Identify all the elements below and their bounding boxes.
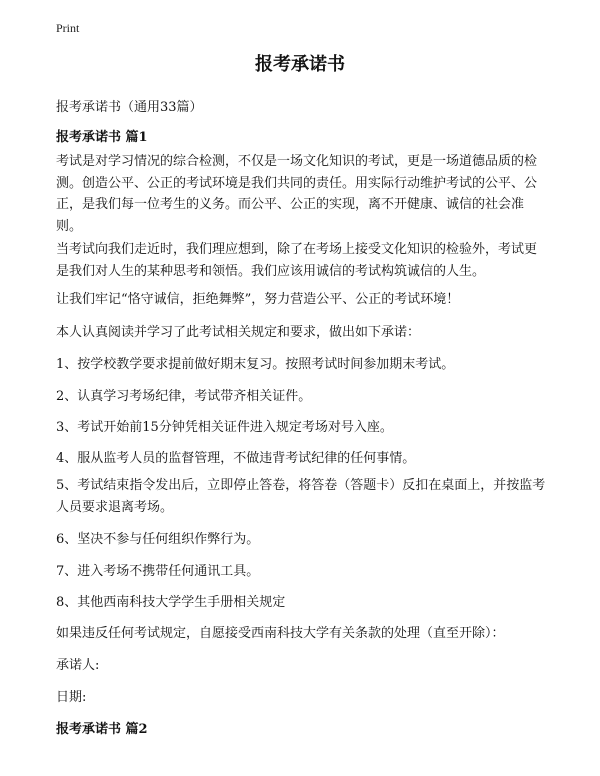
section-heading-2: 报考承诺书 篇2 bbox=[56, 722, 148, 737]
date-label: 日期: bbox=[56, 690, 87, 705]
paragraph-pledge-intro: 本人认真阅读并学习了此考试相关规定和要求，做出如下承诺： bbox=[56, 325, 421, 340]
pledge-item-6: 6、坚决不参与任何组织作弊行为。 bbox=[56, 532, 260, 547]
signer-label: 承诺人: bbox=[56, 658, 100, 673]
pledge-item-1: 1、按学校教学要求提前做好期末复习。按照考试时间参加期末考试。 bbox=[56, 357, 455, 372]
pledge-item-4: 4、服从监考人员的监督管理，不做违背考试纪律的任何事情。 bbox=[56, 451, 416, 466]
paragraph-consequence: 如果违反任何考试规定，自愿接受西南科技大学有关条款的处理（直至开除）： bbox=[56, 626, 505, 641]
pledge-item-7: 7、进入考场不携带任何通讯工具。 bbox=[56, 564, 260, 579]
print-link[interactable]: Print bbox=[56, 21, 80, 35]
pledge-item-3: 3、考试开始前15分钟凭相关证件进入规定考场对号入座。 bbox=[56, 420, 393, 435]
document-subtitle: 报考承诺书（通用33篇） bbox=[56, 100, 203, 115]
paragraph-intro: 考试是对学习情况的综合检测，不仅是一场文化知识的考试，更是一场道德品质的检测。创造公平、公正的考试环境是我们共同的责任。用实际行动维护考试的公平、公正，是我们每一位考生的义务。而公平、公正的实现，离不开健康、诚信的社会准则。 bbox=[56, 154, 538, 234]
section-heading-1: 报考承诺书 篇1 bbox=[56, 130, 148, 145]
pledge-item-2: 2、认真学习考场纪律，考试带齐相关证件。 bbox=[56, 389, 312, 404]
paragraph-slogan: 让我们牢记“恪守诚信，拒绝舞弊”，努力营造公平、公正的考试环境！ bbox=[56, 292, 460, 307]
paragraph-reflection: 当考试向我们走近时，我们理应想到，除了在考场上接受文化知识的检验外，考试更是我们对人生的某种思考和领悟。我们应该用诚信的考试构筑诚信的人生。 bbox=[56, 242, 538, 279]
page-title: 报考承诺书 bbox=[255, 54, 345, 75]
pledge-item-5: 5、考试结束指令发出后，立即停止答卷，将答卷（答题卡）反扣在桌面上，并按监考人员要求退离考场。 bbox=[56, 478, 546, 515]
pledge-item-8: 8、其他西南科技大学学生手册相关规定 bbox=[56, 595, 286, 610]
